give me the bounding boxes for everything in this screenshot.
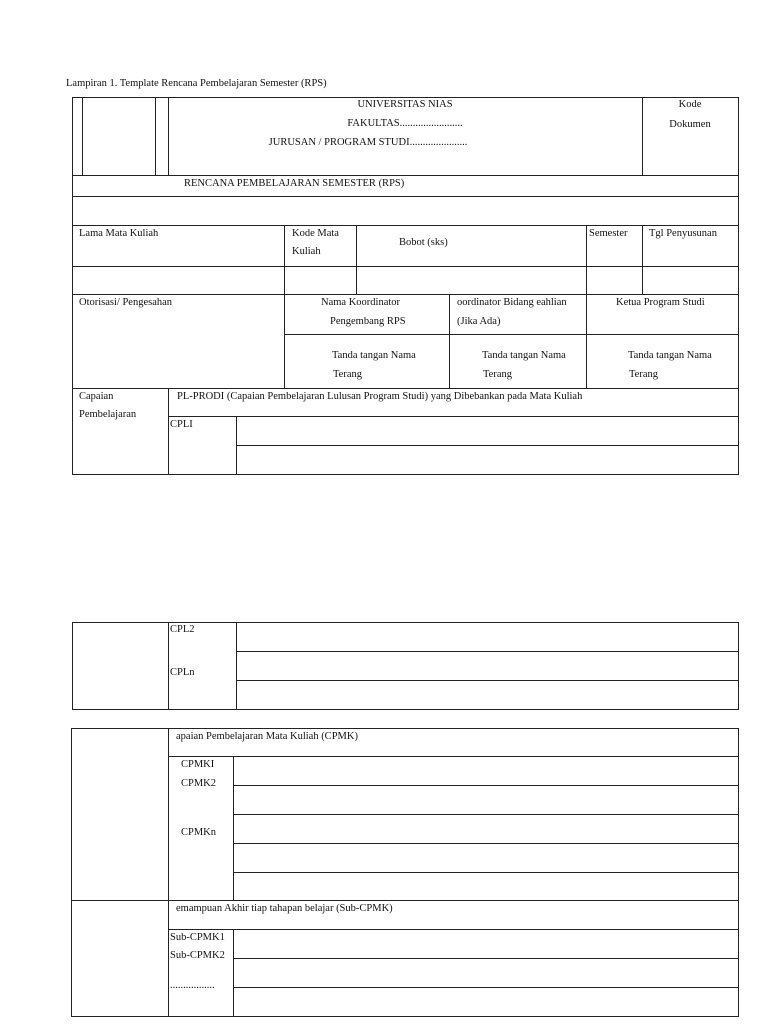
cpln-label: CPLn xyxy=(170,667,195,678)
learning-outcomes-label: Capaian xyxy=(79,391,114,402)
department-line: JURUSAN / PROGRAM STUDI...................... xyxy=(268,137,468,148)
document-code-label: Kode xyxy=(678,99,702,110)
course-name-label: Lama Mata Kuliah xyxy=(79,228,159,239)
signature-coordinator: Tanda tangan Nama xyxy=(332,350,416,361)
cpl1-label: CPLI xyxy=(170,419,193,430)
coordinator-label-2: Pengembang RPS xyxy=(330,316,406,327)
signature-coordinator-2: Terang xyxy=(333,369,362,380)
sub-cpmk-item: Sub-CPMK2 xyxy=(170,950,225,961)
expertise-coordinator-label-2: (Jika Ada) xyxy=(457,316,501,327)
cpmk-heading: apaian Pembelajaran Mata Kuliah (CPMK) xyxy=(176,731,358,742)
document-caption: Lampiran 1. Template Rencana Pembelajaran Semester (RPS) xyxy=(66,78,327,89)
date-label: Tgl Penyusunan xyxy=(649,228,717,239)
cpmk-item: CPMK2 xyxy=(181,778,217,789)
course-code-label-2: Kuliah xyxy=(292,246,321,257)
sub-cpmk-item: Sub-CPMK1 xyxy=(170,932,225,943)
faculty-line: FAKULTAS........................ xyxy=(347,118,463,129)
cpmk-item: CPMKn xyxy=(181,827,217,838)
semester-label: Semester xyxy=(589,228,628,239)
cpl2-label: CPL2 xyxy=(170,624,195,635)
coordinator-label: Nama Koordinator xyxy=(321,297,401,308)
rps-title: RENCANA PEMBELAJARAN SEMESTER (RPS) xyxy=(184,178,405,189)
signature-expertise-2: Terang xyxy=(483,369,512,380)
sub-cpmk-heading: emampuan Akhir tiap tahapan belajar (Sub-CPMK) xyxy=(176,903,393,914)
expertise-coordinator-label: oordinator Bidang eahlian xyxy=(457,297,567,308)
course-code-label: Kode Mata xyxy=(292,228,339,239)
credits-label: Bobot (sks) xyxy=(399,237,448,248)
document-code-label-2: Dokumen xyxy=(669,119,711,130)
signature-expertise: Tanda tangan Nama xyxy=(482,350,566,361)
signature-head-2: Terang xyxy=(629,369,658,380)
approval-label: Otorisasi/ Pengesahan xyxy=(79,297,173,308)
program-head-label: Ketua Program Studi xyxy=(616,297,705,308)
cpmk-item: CPMKI xyxy=(181,759,215,770)
sub-cpmk-item: ................. xyxy=(170,980,215,991)
learning-outcomes-label-2: Pembelajaran xyxy=(79,409,137,420)
plprodi-heading: PL-PRODI (Capaian Pembelajaran Lulusan Program Studi) yang Dibebankan pada Mata Kuliah xyxy=(177,391,583,402)
university-name: UNIVERSITAS NIAS xyxy=(357,99,453,110)
signature-head: Tanda tangan Nama xyxy=(628,350,712,361)
